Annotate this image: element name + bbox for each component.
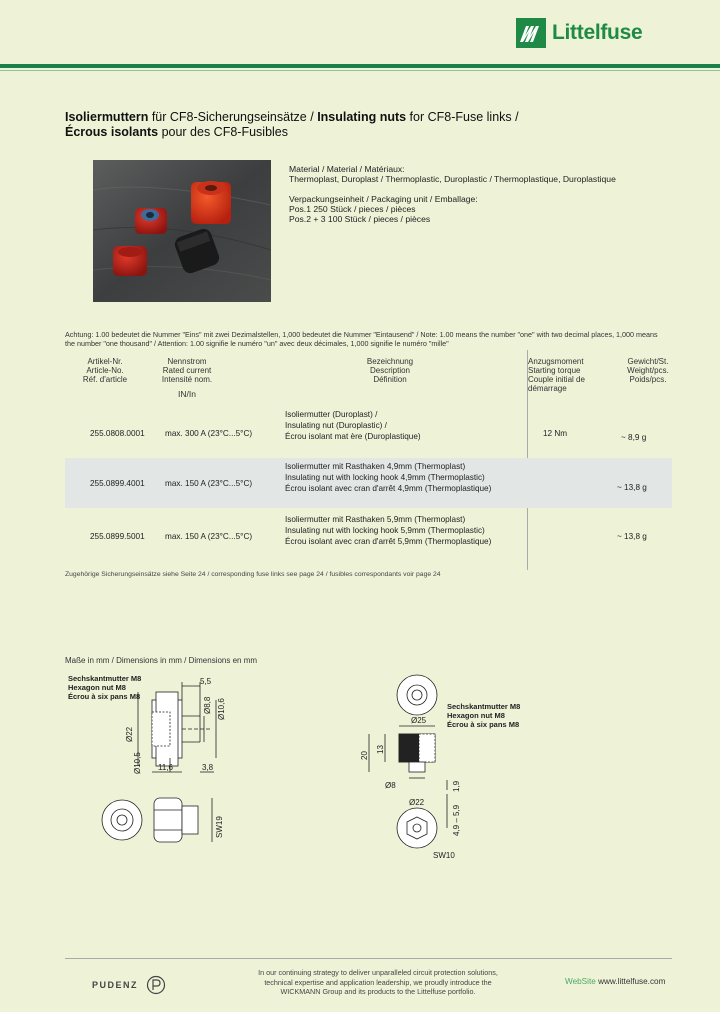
row2-description-de: Isoliermutter mit Rasthaken 4,9mm (Thermoplast) [285,462,466,471]
row3-weight: ~ 13,8 g [617,532,647,541]
header-current-fr: Intensité nom. [161,375,213,384]
note-line2: the number "one thousand" / Attention: 1.00 signifie le numéro "un" avec deux décimales, 1,000 signifie le numéro "mille" [65,339,449,348]
left-label-fr: Écrou à six pans M8 [68,692,141,701]
header-current-symbol: IN/In [178,389,196,399]
packaging-pos1: Pos.1 250 Stück / pieces / pièces [289,204,416,214]
pudenz-logo [92,975,166,995]
header-article-fr: Réf. d'article [82,375,128,384]
header-weight-de: Gewicht/St. [627,357,669,366]
brand-name: Littelfuse [552,21,643,44]
material-value: Thermoplast, Duroplast / Thermoplastic, Duroplastic / Thermoplastique, Duroplastique [289,174,616,184]
row3-description-fr: Écrou isolant avec cran d'arrêt 5,9mm (Thermoplastique) [285,537,492,546]
header-current [152,357,222,399]
footer-line3: WICKMANN Group and its products to the Littelfuse portfolio. [280,987,476,996]
header-rule-thin [0,70,720,71]
header-article [70,357,140,384]
dim-right-25: Ø25 [411,716,427,725]
footer-line2: technical expertise and application leadership, we proudly introduce the [264,977,492,987]
header-current-de: Nennstrom [167,357,207,366]
row2-description [285,461,491,494]
header-current-en: Rated current [162,366,212,375]
row2-description-fr: Écrou isolant avec cran d'arrêt 4,9mm (Thermoplastique) [285,484,492,493]
website-url[interactable]: www.littelfuse.com [598,977,666,986]
packaging-label: Verpackungseinheit / Packaging unit / Emballage: [289,194,478,204]
right-technical-drawing [355,668,475,868]
title-fr-rest: pour des CF8-Fusibles [158,125,289,139]
decimal-note [65,330,675,348]
dim-right-8: Ø8 [385,781,396,790]
footer-rule [65,958,672,959]
title-fr-bold: Écrous isolants [65,125,159,139]
row3-description [285,514,491,547]
header-torque [528,357,598,393]
dim-right-19: 1,9 [452,780,461,792]
footer-statement [228,968,528,997]
row3-description-en: Insulating nut with locking hook 5,9mm (Thermoplastic) [285,526,485,535]
right-label-de: Sechskantmutter M8 [447,702,521,711]
dim-left-38: 3,8 [202,763,214,772]
header-torque-en: Starting torque [528,366,581,375]
header-rule [0,64,720,68]
header-description-fr: Définition [373,375,407,384]
footnote: Zugehörige Sicherungseinsätze siehe Seite 24 / corresponding fuse links see page 24 / fusibles correspondants voir page 24 [65,571,441,578]
material-block [289,164,616,224]
header-torque-fr: Couple initial de [528,375,585,384]
header-torque-de: Anzugsmoment [528,357,584,366]
row1-article: 255.0808.0001 [90,429,145,438]
row1-description-fr: Écrou isolant mat ère (Duroplastique) [285,432,421,441]
header-weight [618,357,678,384]
note-line1: Achtung: 1.00 bedeutet die Nummer "Eins" mit zwei Dezimalstellen, 1,000 bedeutet die Nummer "Eintausend" / Note: 1.00 means the number "one" with two decimal places, 1,000 means [65,330,658,339]
dim-right-sw: SW10 [433,851,455,860]
brand-logo [516,18,642,48]
header-description-de: Bezeichnung [366,357,414,366]
header-weight-en: Weight/pcs. [627,366,669,375]
page-title-line2 [65,125,288,139]
row1-description [285,409,421,442]
littelfuse-logo-icon [516,18,546,48]
dim-left-top: 5,5 [200,677,212,686]
row1-weight: ~ 8,9 g [621,433,647,442]
footer-line1: In our continuing strategy to deliver unparalleled circuit protection solutions, [258,968,498,977]
left-label-de: Sechskantmutter M8 [68,674,142,683]
dim-left-sw: SW19 [215,816,224,838]
dim-left-88: Ø8,8 [203,696,212,714]
pudenz-emblem-icon [146,975,166,995]
dim-right-49: 4,9 – 5,9 [452,804,461,836]
dim-right-20: 20 [360,751,369,760]
material-label: Material / Material / Matériaux: [289,164,405,174]
title-de-rest: für CF8-Sicherungseinsätze / [148,110,318,124]
product-photo [93,160,271,302]
dim-left-106: Ø10,6 [217,698,226,720]
right-label-fr: Écrou à six pans M8 [447,720,520,729]
right-label-en: Hexagon nut M8 [447,711,505,720]
row1-current: max. 300 A (23°C...5°C) [165,429,253,438]
header-torque-fr2: démarrage [528,384,567,393]
title-en-bold: Insulating nuts [317,110,407,124]
title-en-rest: for CF8-Fuse links / [406,110,519,124]
row1-description-de: Isoliermutter (Duroplast) / [285,410,378,419]
header-weight-fr: Poids/pcs. [629,375,667,384]
row1-description-en: Insulating nut (Duroplastic) / [285,421,387,430]
title-de-bold: Isoliermuttern [65,110,149,124]
website-label: WebSite [565,977,596,986]
row3-description-de: Isoliermutter mit Rasthaken 5,9mm (Thermoplast) [285,515,466,524]
dim-left-105: Ø10,5 [133,752,142,774]
row3-current: max. 150 A (23°C...5°C) [165,532,253,541]
row2-weight: ~ 13,8 g [617,483,647,492]
dim-left-22: Ø22 [125,726,134,742]
pudenz-text: PUDENZ [92,980,139,990]
row2-article: 255.0899.4001 [90,479,145,488]
dim-right-22: Ø22 [409,798,425,807]
dim-right-13: 13 [376,745,385,754]
header-description [340,357,440,384]
left-label-en: Hexagon nut M8 [68,683,126,692]
row2-current: max. 150 A (23°C...5°C) [165,479,253,488]
dim-left-116: 11,6 [158,763,173,772]
page-title-line1 [65,110,519,124]
row1-torque: 12 Nm [543,429,568,438]
dimensions-heading: Maße in mm / Dimensions in mm / Dimensions en mm [65,656,258,665]
website-link[interactable] [565,977,665,986]
header-article-en: Article-No. [86,366,124,375]
header-article-de: Artikel-Nr. [87,357,123,366]
row2-description-en: Insulating nut with locking hook 4,9mm (Thermoplastic) [285,473,485,482]
row3-article: 255.0899.5001 [90,532,145,541]
header-description-en: Description [369,366,410,375]
left-technical-drawing [96,670,286,880]
packaging-pos23: Pos.2 + 3 100 Stück / pieces / pièces [289,214,431,224]
